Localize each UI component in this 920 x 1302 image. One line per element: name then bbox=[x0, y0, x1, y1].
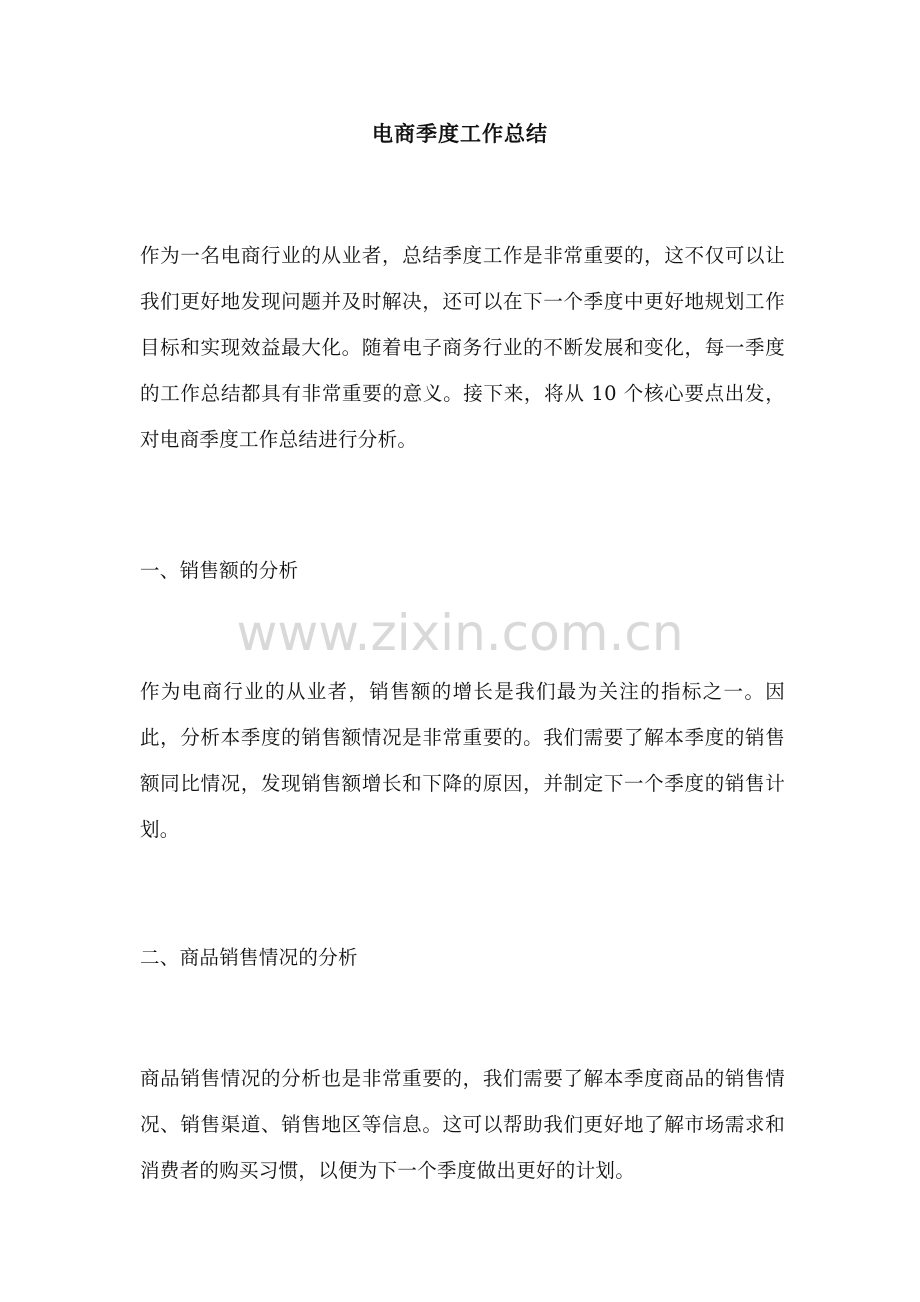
document-title: 电商季度工作总结 bbox=[372, 122, 548, 146]
section-body-sales: 作为电商行业的从业者，销售额的增长是我们最为关注的指标之一。因此，分析本季度的销售额情况是非常重要的。我们需要了解本季度的销售额同比情况，发现销售额增长和下降的原因，并制定下一个季度的销售计划。 bbox=[140, 680, 785, 841]
section-heading-products: 二、商品销售情况的分析 bbox=[140, 946, 358, 969]
section-heading-sales: 一、销售额的分析 bbox=[140, 559, 299, 582]
section-body-products: 商品销售情况的分析也是非常重要的，我们需要了解本季度商品的销售情况、销售渠道、销售地区等信息。这可以帮助我们更好地了解市场需求和消费者的购买习惯，以便为下一个季度做出更好的计划。 bbox=[140, 1067, 785, 1182]
intro-paragraph: 作为一名电商行业的从业者，总结季度工作是非常重要的，这不仅可以让我们更好地发现问题并及时解决，还可以在下一个季度中更好地规划工作目标和实现效益最大化。随着电子商务行业的不断发展和变化，每一季度的工作总结都具有非常重要的意义。接下来，将从 10 个核心要点出发，对电商季度工作总结进行分析。 bbox=[140, 244, 785, 451]
watermark: www.zixin.com.cn bbox=[236, 604, 684, 662]
